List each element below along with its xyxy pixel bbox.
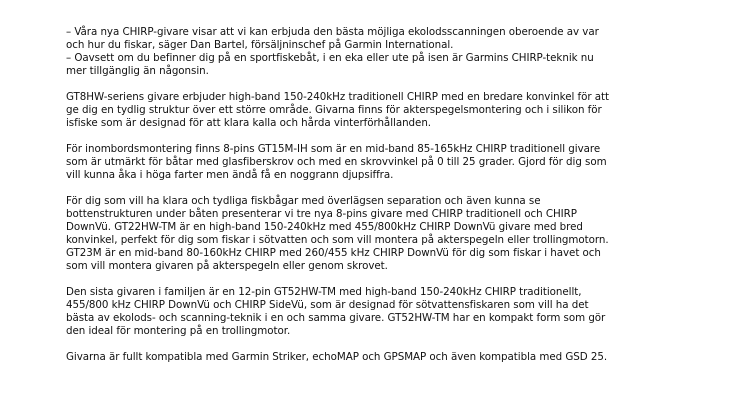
paragraph-gt52hw bbox=[66, 286, 706, 338]
text-line: – Oavsett om du befinner dig på en sportfiskebåt, i en eka eller ute på isen är Garmins CHIRP-teknik nu bbox=[66, 52, 594, 64]
text-line: bottenstrukturen under båten presenterar vi tre nya 8-pins givare med CHIRP traditionell och CHIRP bbox=[66, 208, 577, 220]
text-line: Den sista givaren i familjen är en 12-pin GT52HW-TM med high-band 150-240kHz CHIRP traditionellt, bbox=[66, 286, 582, 298]
text-line: bästa av ekolods- och scanning-teknik i en och samma givare. GT52HW-TM har en kompakt form som gör bbox=[66, 312, 606, 324]
paragraph-compatibility bbox=[66, 351, 706, 364]
text-line: – Våra nya CHIRP-givare visar att vi kan erbjuda den bästa möjliga ekolodsscanningen oberoende av var bbox=[66, 26, 599, 38]
text-line: vill kunna åka i höga farter men ändå få en noggrann djupsiffra. bbox=[66, 169, 394, 181]
text-line: som är utmärkt för båtar med glasfiberskrov och med en skrovvinkel på 0 till 25 grader. Gjord för dig som bbox=[66, 156, 607, 168]
paragraph-gt15m bbox=[66, 143, 706, 182]
text-line: som vill montera givaren på akterspegeln eller genom skrovet. bbox=[66, 260, 388, 272]
paragraph-gt22hw-gt23m bbox=[66, 195, 706, 273]
text-line: konvinkel, perfekt för dig som fiskar i sötvatten och som vill montera på akterspegeln eller trollingmotorn. bbox=[66, 234, 609, 246]
text-line: ge dig en tydlig struktur över ett större område. Givarna finns för akterspegelsmontering och i silikon för bbox=[66, 104, 602, 116]
text-line: och hur du fiskar, säger Dan Bartel, försäljninschef på Garmin International. bbox=[66, 39, 454, 51]
text-line: För inombordsmontering finns 8-pins GT15M-IH som är en mid-band 85-165kHz CHIRP traditionell givare bbox=[66, 143, 601, 155]
text-line: DownVü. GT22HW-TM är en high-band 150-240kHz med 455/800kHz CHIRP DownVü givare med bred bbox=[66, 221, 583, 233]
text-line: För dig som vill ha klara och tydliga fiskbågar med överlägsen separation och även kunna se bbox=[66, 195, 541, 207]
paragraph-gt8hw bbox=[66, 91, 706, 130]
text-line: 455/800 kHz CHIRP DownVü och CHIRP SideVü, som är designad för sötvattensfiskaren som vill ha det bbox=[66, 299, 589, 311]
text-line: isfiske som är designad för att klara kalla och hårda vinterförhållanden. bbox=[66, 117, 432, 129]
text-line: GT8HW-seriens givare erbjuder high-band 150-240kHz traditionell CHIRP med en bredare konvinkel för att bbox=[66, 91, 609, 103]
text-line: GT23M är en mid-band 80-160kHz CHIRP med 260/455 kHz CHIRP DownVü för dig som fiskar i havet och bbox=[66, 247, 601, 259]
paragraph-quotes bbox=[66, 26, 706, 78]
text-line: Givarna är fullt kompatibla med Garmin Striker, echoMAP och GPSMAP och även kompatibla med GSD 25. bbox=[66, 351, 608, 363]
document-body bbox=[66, 26, 706, 377]
text-line: mer tillgänglig än någonsin. bbox=[66, 65, 209, 77]
text-line: den ideal för montering på en trollingmotor. bbox=[66, 325, 291, 337]
